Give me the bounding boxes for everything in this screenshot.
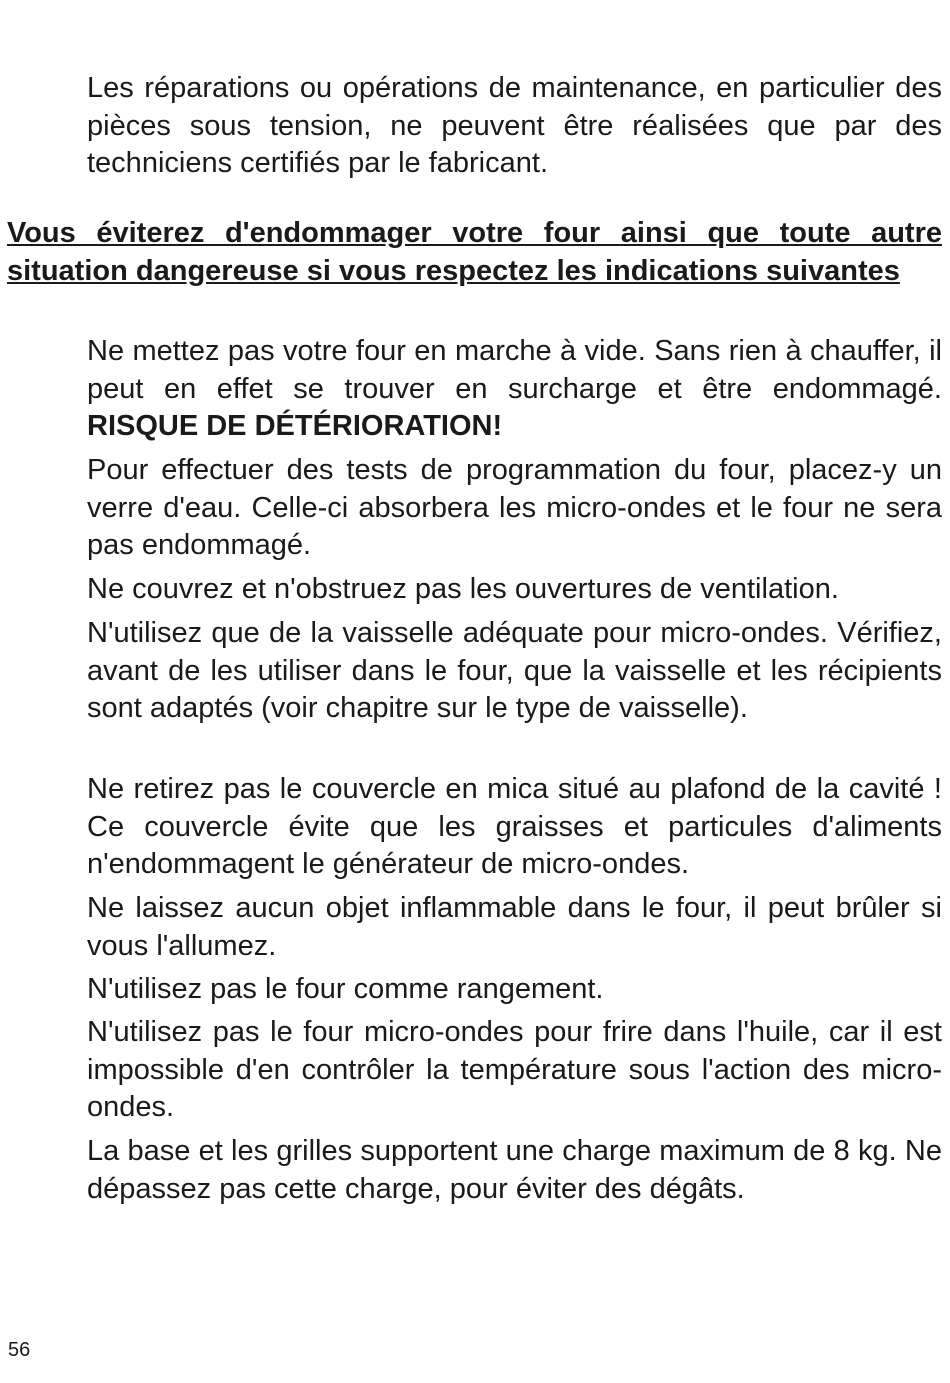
page-number: 56 (8, 1339, 31, 1361)
safety-item-5: Ne retirez pas le couvercle en mica situé au plafond de la cavité ! Ce couvercle évite que les graisses et particules d'aliments n'endommagent le générateur de micro-ondes. (87, 773, 942, 880)
section-heading: Vous éviterez d'endommager votre four ainsi que toute autre situation dangereuse si vous respectez les indications suivantes (7, 217, 942, 287)
intro-paragraph: Les réparations ou opérations de maintenance, en particulier des pièces sous tension, ne peuvent être réalisées que par des techniciens certifiés par le fabricant. (87, 72, 942, 179)
safety-item-2: Pour effectuer des tests de programmation du four, placez-y un verre d'eau. Celle-ci absorbera les micro-ondes et le four ne sera pas endommagé. (87, 454, 942, 561)
safety-item-text: Ne mettez pas votre four en marche à vide. Sans rien à chauffer, il peut en effet se trouver en surcharge et être endommagé. (87, 335, 942, 405)
safety-item-6: Ne laissez aucun objet inflammable dans le four, il peut brûler si vous l'allumez. (87, 892, 942, 962)
safety-item-9: La base et les grilles supportent une charge maximum de 8 kg. Ne dépassez pas cette charge, pour éviter des dégâts. (87, 1135, 942, 1205)
warning-label: RISQUE DE DÉTÉRIORATION! (87, 410, 503, 442)
safety-item-7: N'utilisez pas le four comme rangement. (87, 973, 604, 1005)
safety-item-4: N'utilisez que de la vaisselle adéquate pour micro-ondes. Vérifiez, avant de les utiliser dans le four, que la vaisselle et les récipients sont adaptés (voir chapitre sur le type de vaisselle). (87, 617, 942, 724)
safety-item-1 (87, 333, 942, 446)
safety-item-8: N'utilisez pas le four micro-ondes pour frire dans l'huile, car il est impossible d'en contrôler la température sous l'action des micro-ondes. (87, 1016, 942, 1123)
safety-item-3: Ne couvrez et n'obstruez pas les ouvertures de ventilation. (87, 573, 839, 605)
